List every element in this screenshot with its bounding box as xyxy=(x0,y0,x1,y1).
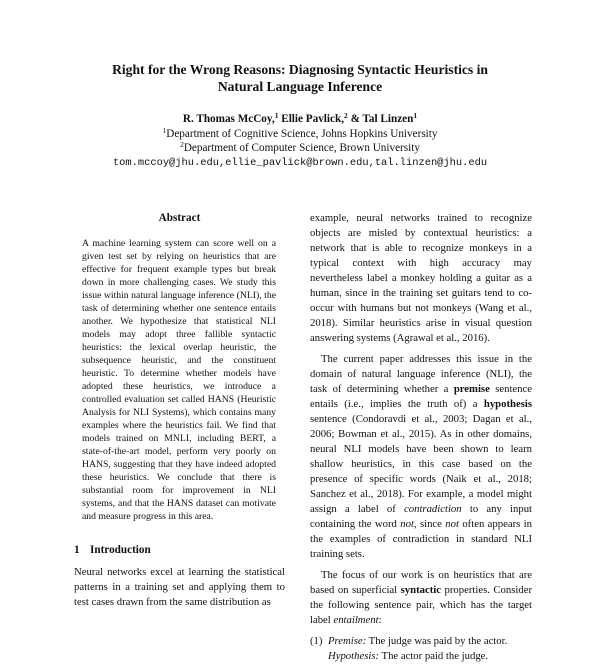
p3-text: properties. Consider the following sentence pair, which has the target label xyxy=(310,584,532,626)
p2-text: to any input containing the word xyxy=(310,503,533,530)
section-title: Introduction xyxy=(90,544,151,556)
term-entailment: entailment xyxy=(333,614,379,626)
paragraph-3 xyxy=(310,568,532,628)
right-column xyxy=(310,211,532,664)
paper-title xyxy=(0,61,600,95)
left-column xyxy=(74,211,285,610)
p2-text: , since xyxy=(413,518,446,530)
title-line-2: Natural Language Inference xyxy=(217,79,383,94)
abstract-text: A machine learning system can score well on a given test set by relying on heuristics that are effective for frequent example types but break down in more challenging cases. We study this issue within natural language inference (NLI), the task of determining whether one sentence entails another. We hypothesize that statistical NLI models may adopt three fallible syntactic heuristics: the lexical overlap heuristic, the subsequence heuristic, and the constituent heuristic. To determine whether models have adopted these heuristics, we introduce a controlled evaluation set called HANS (Heuristic Analysis for NLI Systems), which contains many examples where the heuristics fail. We find that models trained on MNLI, including BERT, a state-of-the-art model, perform very poorly on HANS, suggesting that they have indeed adopted these heuristics. We conclude that there is substantial room for improvement in NLI systems, and that the HANS dataset can motivate and measure progress in this area. xyxy=(82,238,276,522)
affiliation-2 xyxy=(0,141,600,156)
author-1-affil-marker: 1 xyxy=(274,111,279,120)
term-not: not xyxy=(445,518,459,530)
author-3: & Tal Linzen xyxy=(347,113,414,125)
term-hypothesis: hypothesis xyxy=(483,398,532,410)
example-hypothesis-line xyxy=(310,649,532,664)
author-2-affil-marker: 2 xyxy=(344,111,348,120)
term-premise: premise xyxy=(453,383,490,395)
premise-label: Premise: xyxy=(328,635,367,647)
author-2: Ellie Pavlick, xyxy=(278,113,345,125)
author-block xyxy=(0,112,600,170)
author-names xyxy=(0,112,600,127)
author-emails: tom.mccoy@jhu.edu,ellie_pavlick@brown.edu,tal.linzen@jhu.edu xyxy=(112,156,488,169)
paragraph-2 xyxy=(310,352,532,562)
example-index: (1) xyxy=(310,635,323,647)
section-heading-introduction xyxy=(74,543,285,557)
affiliation-2-text: Department of Computer Science, Brown University xyxy=(183,142,420,154)
example-premise-line xyxy=(310,634,532,649)
p2-text: sentence (Condoravdi et al., 2003; Dagan et al., 2006; Bowman et al., 2015). As in other domains, neural NLI models have been shown to learn shallow heuristics, in this case based on the presence of specific words (Naik et al., 2018; Sanchez et al., 2018). For example, a model might assign a label of xyxy=(310,413,532,515)
p3-text: The focus of our work is on heuristics that are based on superficial xyxy=(310,569,532,596)
intro-paragraph: Neural networks excel at learning the statistical patterns in a training set and applying them to test cases drawn from the same distribution as xyxy=(74,566,285,608)
abstract-heading: Abstract xyxy=(158,212,201,224)
author-1: R. Thomas McCoy, xyxy=(182,113,275,125)
author-3-affil-marker: 1 xyxy=(413,111,418,120)
hypothesis-sentence: The actor paid the judge. xyxy=(379,650,489,662)
affiliation-1-marker: 1 xyxy=(162,125,167,135)
affiliation-2-marker: 2 xyxy=(180,140,184,149)
p2-text: The current paper addresses this issue in the domain of natural language inference (NLI), the task of determining whether a xyxy=(310,353,532,395)
hypothesis-label: Hypothesis: xyxy=(328,650,380,662)
term-contradiction: contradiction xyxy=(404,503,462,515)
p2-text: often appears in the examples of contradiction in standard NLI training sets. xyxy=(310,518,532,560)
p2-text: sentence entails (i.e., implies the truth of) a xyxy=(310,383,532,410)
term-not: not xyxy=(400,518,414,530)
section-number: 1 xyxy=(74,544,80,556)
example-1 xyxy=(310,634,532,664)
p3-text: : xyxy=(378,614,382,626)
term-syntactic: syntactic xyxy=(400,584,441,596)
title-line-1: Right for the Wrong Reasons: Diagnosing Syntactic Heuristics in xyxy=(112,62,488,77)
affiliation-1-text: Department of Cognitive Science, Johns Hopkins University xyxy=(166,127,438,140)
affiliation-1 xyxy=(0,127,600,142)
premise-sentence: The judge was paid by the actor. xyxy=(366,635,508,647)
paragraph-1: example, neural networks trained to recognize objects are misled by contextual heuristics: a network that is able to recognize monkeys in a typical context with high accuracy may nevertheless label a monkey holding a guitar as a human, since in the training set guitars tend to co-occur with humans but not monkeys (Wang et al., 2018). Similar heuristics arise in visual question answering systems (Agrawal et al., 2016). xyxy=(310,212,532,344)
